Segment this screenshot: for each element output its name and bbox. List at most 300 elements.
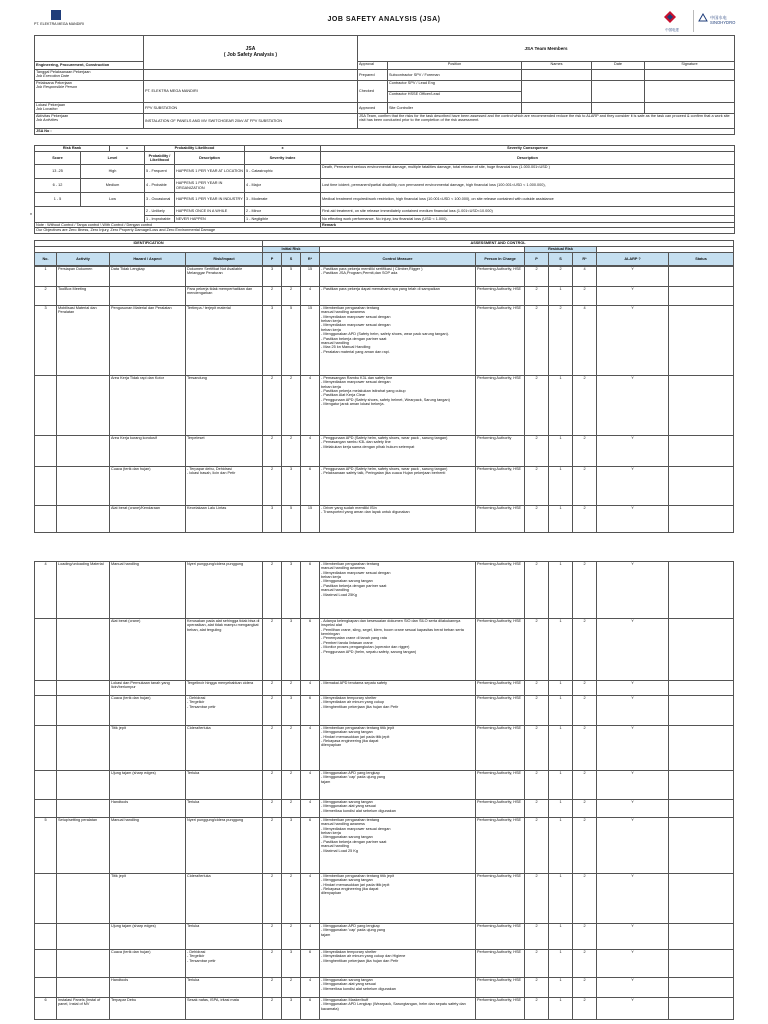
table-row	[35, 267, 734, 287]
prob-desc-head: Description	[175, 152, 245, 165]
label-responsible	[35, 81, 144, 103]
risk-impact-cell: Tergelincir hingga menyebabkan cidera	[186, 681, 263, 696]
row-number	[35, 874, 57, 924]
table-row	[35, 818, 734, 874]
residual-p: 2	[525, 874, 549, 924]
initial-p: 3	[263, 306, 282, 376]
person-in-charge-cell: Performing Authority, HSE	[476, 467, 525, 506]
checked-positions	[388, 81, 522, 103]
initial-r: 4	[301, 287, 320, 306]
initial-r: 4	[301, 978, 320, 998]
residual-p: 2	[525, 950, 549, 978]
prob-sub-head: Probability / Likelihood	[145, 152, 175, 165]
status-cell	[669, 998, 734, 1020]
col-date: Date	[592, 62, 645, 70]
control-measure-cell: - Pastikan para pekerja memiliki sertifikasi ( Climber,Rigger ) - Pastikan JSA,Program,Permit,dan SOP ada	[320, 267, 476, 287]
residual-s: 1	[549, 771, 573, 800]
initial-r: 4	[301, 924, 320, 950]
risk-impact-cell: Terluka	[186, 771, 263, 800]
activity-cell	[57, 376, 110, 436]
hazard-cell: Pengusunan Material dan Peralatan	[110, 306, 186, 376]
alarp-cell: Y	[597, 924, 669, 950]
initial-s: 3	[282, 562, 301, 619]
risk-impact-cell: Kecelakaan Lalu Lintas	[186, 506, 263, 533]
hazard-cell: Alat berat (crane)/Kendaraan	[110, 506, 186, 533]
col-r-residual: R*	[573, 253, 597, 266]
residual-r: 2	[573, 619, 597, 681]
powerchina-diamond-icon	[664, 11, 676, 23]
control-measure-cell: - Penggunaan APD (Safety helm, safety shoes, wear pack , sarung tangan) - Pemasangan rambu K3L dan safety line - Melakukan kerja sama dengan pihak hukum setempat	[320, 436, 476, 467]
hazard-cell: Data Tidak Lengkap	[110, 267, 186, 287]
hazard-cell: Titik jepit	[110, 726, 186, 771]
alarp-cell: Y	[597, 506, 669, 533]
hazard-cell: Handtools	[110, 978, 186, 998]
jsa-title: JSA	[245, 45, 256, 52]
activity-cell	[57, 696, 110, 726]
row-number	[35, 696, 57, 726]
residual-s: 1	[549, 874, 573, 924]
alarp-cell: Y	[597, 978, 669, 998]
row-number	[35, 924, 57, 950]
status-cell	[669, 562, 734, 619]
initial-s: 2	[282, 726, 301, 771]
initial-r: 6	[301, 467, 320, 506]
severity-desc: Death, Permanent serious environmental damage, multiple fatalities damage, total release of site, huge financial loss (1.000.001<USD )	[321, 165, 735, 179]
checked-position-1: Contractor SPV / Lead Eng	[388, 81, 521, 92]
residual-p: 2	[525, 771, 549, 800]
row-number	[35, 681, 57, 696]
person-in-charge-cell: Performing Authority, HSE	[476, 562, 525, 619]
table-row	[35, 874, 734, 924]
person-in-charge-cell: Performing Authority	[476, 436, 525, 467]
risk-impact-cell: Para pekerja tidak memperhatikan dan mendengarkan	[186, 287, 263, 306]
person-in-charge-cell: Performing Authority, HSE	[476, 619, 525, 681]
risk-impact-cell: Tersandung	[186, 376, 263, 436]
severity-value: 3 - Moderate	[245, 193, 321, 207]
initial-r: 4	[301, 726, 320, 771]
person-in-charge-cell: Performing Authority, HSE	[476, 267, 525, 287]
initial-s: 2	[282, 874, 301, 924]
sinohydro-logo	[693, 10, 734, 32]
rank-score: 13 -25	[35, 165, 81, 179]
col-control: Control Measure	[320, 253, 476, 266]
residual-r: 2	[573, 467, 597, 506]
hazard-cell: Cuaca (terik dan hujan)	[110, 467, 186, 506]
residual-p: 2	[525, 998, 549, 1020]
approved-date	[592, 103, 645, 114]
row-number	[35, 376, 57, 436]
initial-s: 2	[282, 436, 301, 467]
initial-r: 4	[301, 376, 320, 436]
initial-p: 2	[263, 771, 282, 800]
status-cell	[669, 287, 734, 306]
hazard-cell: Cuaca (terik dan hujan)	[110, 950, 186, 978]
residual-r: 2	[573, 506, 597, 533]
col-no: No.	[35, 253, 57, 266]
col-hazard: Hazard / Aspect	[110, 253, 186, 266]
document-header	[34, 8, 734, 34]
activity-cell	[57, 681, 110, 696]
hazard-cell	[110, 287, 186, 306]
residual-p: 2	[525, 924, 549, 950]
control-measure-cell: - Memberikan pengarahan tentang manual handling awaness - Menyediakan manpower sesuai dengan beban kerja - Menyediakan manpower sesuai dengan beban kerja - Menggunakan APD (Safety helm, safety shoes, wear pack sarung tangan). - Pastikan bekerja dengan partner saat manual handling - Max 25 kn Manual Handling - Peralatan material yang aman dan rapi.	[320, 306, 476, 376]
row-number	[35, 771, 57, 800]
initial-r: 4	[301, 436, 320, 467]
row-number	[35, 619, 57, 681]
initial-p: 2	[263, 562, 282, 619]
risk-impact-cell: - Dehidrasi - Tergelicir - Tersambar petir	[186, 696, 263, 726]
person-in-charge-cell: Performing Authority, HSE	[476, 306, 525, 376]
severity-desc: Lost time icident, permanent/partial disability, non permanent environmental damage, high financial loss (100.001<USD < 1.000.000),	[321, 179, 735, 193]
col-r: R*	[301, 253, 320, 266]
initial-p: 2	[263, 800, 282, 818]
status-cell	[669, 771, 734, 800]
alarp-cell: Y	[597, 696, 669, 726]
value-activities: INSTALATION OF PANELS AND MV SWITCHGEAR 20kV AT FPV SUBSTATION	[144, 114, 358, 129]
prob-desc: HAPPENS ONCE IN A WHILE	[175, 207, 245, 216]
initial-s: 3	[282, 950, 301, 978]
control-measure-cell: - Memberikan pengarahan tentang titik jepit - Menggunakan sarung tangan - Hindari memasukkan jari pada titik jepit - Rekayasa engineering jika dapat dilenyapkan	[320, 874, 476, 924]
person-in-charge-cell: Performing Authority, HSE	[476, 950, 525, 978]
residual-r: 2	[573, 818, 597, 874]
approved-label: Approved	[358, 103, 388, 114]
rank-blank	[35, 207, 145, 223]
residual-r: 2	[573, 681, 597, 696]
risk-matrix-table	[34, 145, 735, 234]
checked-position-2: Contractor HSSE Officer/Lead	[389, 92, 440, 96]
prob-value: 5 - Frequent	[145, 165, 175, 179]
person-in-charge-cell: Performing Authority, HSE	[476, 681, 525, 696]
initial-s: 3	[282, 818, 301, 874]
prob-value: 3 - Occasional	[145, 193, 175, 207]
risk-impact-cell: Terluka	[186, 800, 263, 818]
residual-p: 2	[525, 800, 549, 818]
residual-r: 2	[573, 287, 597, 306]
residual-r: 2	[573, 924, 597, 950]
residual-s: 1	[549, 562, 573, 619]
prepared-label: Prepared	[358, 70, 388, 81]
risk-impact-cell: Terpeleset	[186, 436, 263, 467]
residual-s: 1	[549, 619, 573, 681]
activity-cell	[57, 978, 110, 998]
status-cell	[669, 376, 734, 436]
activity-cell	[57, 924, 110, 950]
prob-desc: HAPPENS 1 PER YEAR IN INDUSTRY	[175, 193, 245, 207]
residual-s: 1	[549, 950, 573, 978]
risk-impact-cell: Cidera/terluka	[186, 874, 263, 924]
activity-cell	[57, 619, 110, 681]
row-number: 4	[35, 562, 57, 619]
assessment-header-table	[34, 240, 734, 266]
residual-s: 1	[549, 506, 573, 533]
control-measure-cell: - Adanya kelengkapan dan kesesuaian dokumen SIO dan SILO serta dilakukannya inspeksi alat - Pemilihan crane, sling, segel, klem, boom crane sesuai kapasitas berat beban serta kemiringan - Penempatan crane di tanah yang rata - Pemberi tanda lintasan crane - Monitor proses pengangkutan (operator dan rigger) - Penggunaan APD (helm, sepatu safety, sarung tangan)	[320, 619, 476, 681]
client-logos	[654, 10, 734, 32]
jsa-subtitle: ( Job Safety Analysis )	[223, 51, 278, 58]
risk-impact-cell: Terluka	[186, 924, 263, 950]
initial-s: 3	[282, 467, 301, 506]
status-cell	[669, 436, 734, 467]
label-id: Lokasi Pekerjaan	[36, 103, 66, 107]
severity-value: 4 - Major	[245, 179, 321, 193]
status-cell	[669, 306, 734, 376]
initial-p: 2	[263, 436, 282, 467]
status-cell	[669, 619, 734, 681]
residual-r: 2	[573, 726, 597, 771]
residual-s: 1	[549, 924, 573, 950]
initial-p: 2	[263, 696, 282, 726]
control-measure-cell: - Driver yang sudah memiliki ISIn - Transported yang aman dan layak untuk digunakan	[320, 506, 476, 533]
label-en: Job Location	[36, 107, 58, 112]
residual-p: 2	[525, 287, 549, 306]
person-in-charge-cell: Performing Authority, HSE	[476, 696, 525, 726]
prob-value: 2 - Unlikely	[145, 207, 175, 216]
initial-p: 2	[263, 726, 282, 771]
residual-p: 2	[525, 978, 549, 998]
alarp-cell: Y	[597, 950, 669, 978]
hazard-cell: Alat berat (crane)	[110, 619, 186, 681]
row-number	[35, 800, 57, 818]
row-number	[35, 726, 57, 771]
risk-impact-cell: Sesak nafas, ISPA, iritasi mata	[186, 998, 263, 1020]
alarp-cell: Y	[597, 800, 669, 818]
initial-p: 2	[263, 467, 282, 506]
residual-p: 2	[525, 467, 549, 506]
initial-p: 3	[263, 506, 282, 533]
initial-r: 6	[301, 696, 320, 726]
severity-desc: No effecting work performance. No injury, low financial loss (USD < 1.000).	[321, 216, 735, 223]
checked-date	[592, 81, 645, 103]
control-measure-cell: - Memakai APD terutama sepatu safety	[320, 681, 476, 696]
severity-desc-head: Description	[321, 152, 735, 165]
status-cell	[669, 696, 734, 726]
initial-r: 6	[301, 818, 320, 874]
residual-r: 4	[573, 267, 597, 287]
activity-cell: Loading/unloading Material	[57, 562, 110, 619]
alarp-cell: Y	[597, 306, 669, 376]
status-cell	[669, 726, 734, 771]
prob-desc: HAPPENS 1 PER YEAR AT LOCATION	[175, 165, 245, 179]
residual-p: 2	[525, 818, 549, 874]
table-row	[35, 436, 734, 467]
initial-s: 3	[282, 619, 301, 681]
table-row	[35, 800, 734, 818]
activity-cell	[57, 800, 110, 818]
initial-s: 2	[282, 924, 301, 950]
person-in-charge-cell: Performing Authority, HSE	[476, 998, 525, 1020]
initial-r: 4	[301, 800, 320, 818]
prob-value: 1 - Improbable	[145, 216, 175, 223]
residual-risk-head: Residual Risk	[525, 247, 597, 253]
activity-cell	[57, 726, 110, 771]
checked-name	[522, 81, 592, 103]
control-measure-cell: - Menyediakan temporary shelter - Menyediakan air minum yang cukup - Menghentikan pekerjaan jika hujan dan Petir	[320, 696, 476, 726]
table-row	[35, 506, 734, 533]
initial-s: 2	[282, 771, 301, 800]
col-s-residual: S	[549, 253, 573, 266]
prepared-position: Subcontractor SPV / Foreman	[388, 70, 522, 81]
residual-p: 2	[525, 726, 549, 771]
severity-value: 5 - Catastrophic	[245, 165, 321, 179]
residual-p: 2	[525, 506, 549, 533]
assessment-rows-page-1	[34, 266, 734, 533]
row-number	[35, 506, 57, 533]
alarp-cell: Y	[597, 874, 669, 924]
team-title: JSA Team Members	[358, 36, 735, 62]
residual-s: 1	[549, 800, 573, 818]
activity-cell: Mobilisasi Material dan Peralatan	[57, 306, 110, 376]
initial-p: 2	[263, 924, 282, 950]
control-measure-cell: - Pastikan para pekerja dapat memahami apa yang telah di sampaikan	[320, 287, 476, 306]
prob-desc: HAPPENS 1 PER YEAR IN ORGANIZATION	[175, 179, 245, 193]
label-location	[35, 103, 144, 114]
rank-score: 1 - 5	[35, 193, 81, 207]
initial-p: 2	[263, 619, 282, 681]
value-responsible: PT. ELEKTRA MEGA MANDIRI	[144, 81, 358, 103]
residual-p: 2	[525, 619, 549, 681]
table-row	[35, 562, 734, 619]
initial-p: 2	[263, 874, 282, 924]
label-en: Job Responsible Person	[36, 85, 78, 90]
activity-cell: Setup/setting peralatan	[57, 818, 110, 874]
row-number: 6	[35, 998, 57, 1020]
row-number: 5	[35, 818, 57, 874]
severity-desc: First aid treatment, on site release immediately contained medium financial loss (1.001<USD<10.000)	[321, 207, 735, 216]
risk-impact-cell: Dokumen Sertifikat Not Available Melanggar Peraturan	[186, 267, 263, 287]
initial-p: 2	[263, 287, 282, 306]
row-number: 1	[35, 267, 57, 287]
initial-r: 6	[301, 562, 320, 619]
residual-s: 1	[549, 818, 573, 874]
jsa-title-cell	[144, 36, 358, 70]
residual-p: 2	[525, 696, 549, 726]
residual-s: 1	[549, 287, 573, 306]
label-en: Job Activities	[36, 118, 59, 123]
residual-s: 1	[549, 467, 573, 506]
residual-s: 1	[549, 681, 573, 696]
powerchina-logo-text: 中国电建	[665, 28, 679, 32]
status-cell	[669, 950, 734, 978]
residual-s: 1	[549, 436, 573, 467]
alarp-cell: Y	[597, 376, 669, 436]
risk-impact-cell: Tertimpa / terjepit material	[186, 306, 263, 376]
status-cell	[669, 818, 734, 874]
residual-s: 1	[549, 726, 573, 771]
residual-s: 2	[549, 267, 573, 287]
company-logo-text: PT. ELEKTRA MEGA MANDIRI	[34, 22, 84, 26]
team-confirmation-note: JSA Team, confirm that the risks for the task described have been assessed and the control which are recommended reduce the risk to ALARP and they consider it is safe as the task can proceed & confirm that a work site visit has been conducted prior to the completion of the risk assessment.	[358, 114, 735, 129]
risk-impact-cell: Kerusakan pada alat sehingga tidak bisa di operasikan, alat tidak mampu mengangkat beban, alat terguling	[186, 619, 263, 681]
initial-p: 2	[263, 376, 282, 436]
person-in-charge-cell: Performing Authority, HSE	[476, 376, 525, 436]
risk-rank-head: Risk Rank	[35, 146, 110, 152]
hazard-cell: Ujung tajam (sharp edges)	[110, 924, 186, 950]
residual-p: 2	[525, 306, 549, 376]
prob-value: 4 - Probable	[145, 179, 175, 193]
sinohydro-emblem-icon	[698, 13, 708, 23]
control-measure-cell: - Menggunakan sarung tangan - Menggunakan alat yang sesuai - Memeriksa kondisi alat sebelum digunakan	[320, 800, 476, 818]
residual-s: 1	[549, 998, 573, 1020]
initial-s: 5	[282, 267, 301, 287]
prepared-signature	[645, 70, 735, 81]
document-title: JOB SAFETY ANALYSIS (JSA)	[327, 16, 441, 23]
person-in-charge-cell: Performing Authority, HSE	[476, 287, 525, 306]
col-alarp: ALARP ?	[597, 253, 669, 266]
status-cell	[669, 467, 734, 506]
initial-s: 3	[282, 696, 301, 726]
residual-s: 1	[549, 978, 573, 998]
status-cell	[669, 800, 734, 818]
table-row	[35, 376, 734, 436]
residual-r: 2	[573, 800, 597, 818]
approved-name	[522, 103, 592, 114]
risk-impact-cell: Terluka	[186, 978, 263, 998]
status-cell	[669, 924, 734, 950]
initial-r: 6	[301, 619, 320, 681]
col-names: Names	[522, 62, 592, 70]
control-measure-cell: - Memberikan pengarahan tentang manual handling awaness - Menyediakan manpower sesuai dengan beban kerja - Menggunakan sarung tangan - Pastikan bekerja dengan partner saat manual handling - Maximal Load 25 Kg	[320, 818, 476, 874]
control-measure-cell: - Penggunaan APD (Safety helm, safety shoes, wear pack , sarung tangan) - Pelaksanaan safety talk, Peringatan jika cuaca Hujan pekerjaan berhenti	[320, 467, 476, 506]
alarp-cell: Y	[597, 998, 669, 1020]
initial-p: 2	[263, 998, 282, 1020]
status-cell	[669, 874, 734, 924]
label-id: Aktivitas Pekerjaan	[36, 114, 69, 118]
residual-r: 2	[573, 376, 597, 436]
status-cell	[669, 506, 734, 533]
label-id: Pelaksana Pekerjaan	[36, 81, 72, 85]
alarp-cell: Y	[597, 681, 669, 696]
row-number: 3	[35, 306, 57, 376]
severity-value: 2 - Minor	[245, 207, 321, 216]
control-measure-cell: - Menyediakan temporary shelter - Menyediakan air minum yang cukup dan Higiene - Menghentikan pekerjaan jika hujan dan Petir	[320, 950, 476, 978]
hazard-cell: Area Kerja Tidak rapi dan Kotor	[110, 376, 186, 436]
sinohydro-logo-text: 中国水电 SINOHYDRO	[710, 15, 736, 26]
note-line: Note : Without Control / Tanpa control \ With Control / Dengan control	[35, 223, 321, 228]
objectives-line: Our Objectives are Zero Illness, Zero Injury, Zero Property Damage/Loss and Zero Environmental Damage	[35, 228, 735, 233]
col-p: P	[263, 253, 282, 266]
row-number	[35, 467, 57, 506]
initial-s: 2	[282, 800, 301, 818]
row-number	[35, 950, 57, 978]
risk-impact-cell: - Terpapar debu, Dehidrasi - lokasi basah, licin dan Petir	[186, 467, 263, 506]
table-row	[35, 287, 734, 306]
col-signature: Signature	[645, 62, 735, 70]
control-measure-cell: - Menggunakan APD yang lengkap - Menggunakan 'cap' pada ujung yang tajam	[320, 924, 476, 950]
status-cell	[669, 978, 734, 998]
person-in-charge-cell: Performing Authority, HSE	[476, 800, 525, 818]
table-row	[35, 681, 734, 696]
hazard-cell: Area Kerja kurang kondusif	[110, 436, 186, 467]
residual-r: 2	[573, 436, 597, 467]
initial-p: 2	[263, 818, 282, 874]
person-in-charge-cell: Performing Authority, HSE	[476, 978, 525, 998]
initial-s: 2	[282, 287, 301, 306]
col-activity: Activity	[57, 253, 110, 266]
table-row	[35, 978, 734, 998]
table-row	[35, 696, 734, 726]
alarp-cell: Y	[597, 287, 669, 306]
jsa-info-table	[34, 35, 735, 135]
initial-r: 4	[301, 874, 320, 924]
initial-r: 15	[301, 506, 320, 533]
approved-position: Site Controller	[388, 103, 522, 114]
activity-cell	[57, 506, 110, 533]
control-measure-cell: - Memberikan pengarahan tentang titik jepit - Menggunakan sarung tangan - Hindari memasukkan jari pada titik jepit - Rekayasa engineering jika dapat dilenyapkan	[320, 726, 476, 771]
row-number: 2	[35, 287, 57, 306]
hazard-cell: Cuaca (terik dan hujan)	[110, 696, 186, 726]
col-approval: Approval	[358, 62, 388, 70]
alarp-cell: Y	[597, 267, 669, 287]
hazard-cell: Manual handling	[110, 562, 186, 619]
